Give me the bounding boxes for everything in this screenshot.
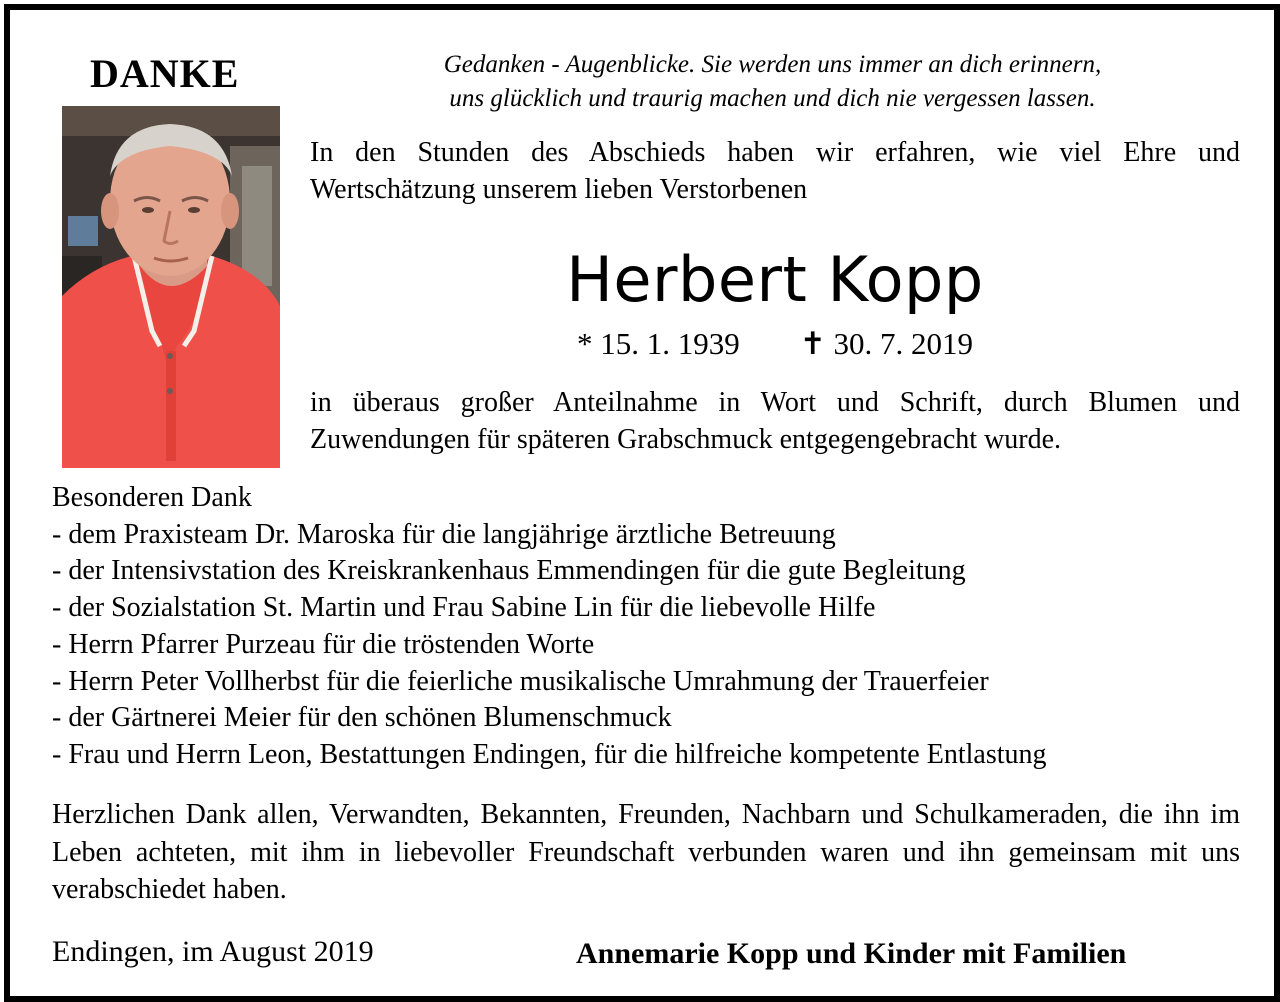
intro-paragraph: In den Stunden des Abschieds haben wir erfahren, wie viel Ehre und Wertschätzung unserem lieben Verstorbenen [310,137,1240,205]
list-item: - Frau und Herrn Leon, Bestattungen Endingen, für die hilfreiche kompetente Entlastung [52,738,1047,770]
list-item: - der Sozialstation St. Martin und Frau Sabine Lin für die liebevolle Hilfe [52,592,876,624]
acknowledgement-paragraph: in überaus großer Anteilnahme in Wort und Schrift, durch Blumen und Zuwendungen für späteren Grabschmuck entgegengebracht wurde. [310,387,1240,455]
special-thanks-list [52,480,1242,774]
deceased-name: Herbert Kopp [566,243,984,316]
death-date: ✝ 30. 7. 2019 [799,326,973,361]
birth-date: * 15. 1. 1939 [577,326,740,361]
signature: Annemarie Kopp und Kinder mit Familien [576,937,1127,970]
place-date: Endingen, im August 2019 [52,935,374,968]
closing-paragraph: Herzlichen Dank allen, Verwandten, Bekannten, Freunden, Nachbarn und Schulkameraden, die ihn im Leben achteten, mit ihm in liebevoller Freundschaft verbunden waren und ihn gemeinsam mit uns verabschiedet haben. [52,799,1240,905]
list-item: - dem Praxisteam Dr. Maroska für die langjährige ärztliche Betreuung [52,518,836,550]
list-item: - Herrn Peter Vollherbst für die feierliche musikalische Umrahmung der Trauerfeier [52,665,989,697]
list-item: - der Intensivstation des Kreiskrankenhaus Emmendingen für die gute Begleitung [52,555,966,587]
list-item: - der Gärtnerei Meier für den schönen Blumenschmuck [52,702,672,734]
special-thanks-title: Besonderen Dank [52,482,252,513]
life-dates [310,324,1240,364]
portrait-photo [62,106,280,468]
memorial-quote [310,48,1235,116]
list-item: - Herrn Pfarrer Purzeau für die tröstenden Worte [52,628,595,660]
heading-danke: DANKE [90,51,240,96]
quote-line-2: uns glücklich und traurig machen und dich nie vergessen lassen. [449,85,1096,112]
quote-line-1: Gedanken - Augenblicke. Sie werden uns immer an dich erinnern, [443,51,1102,78]
obituary-notice [4,4,1280,1002]
